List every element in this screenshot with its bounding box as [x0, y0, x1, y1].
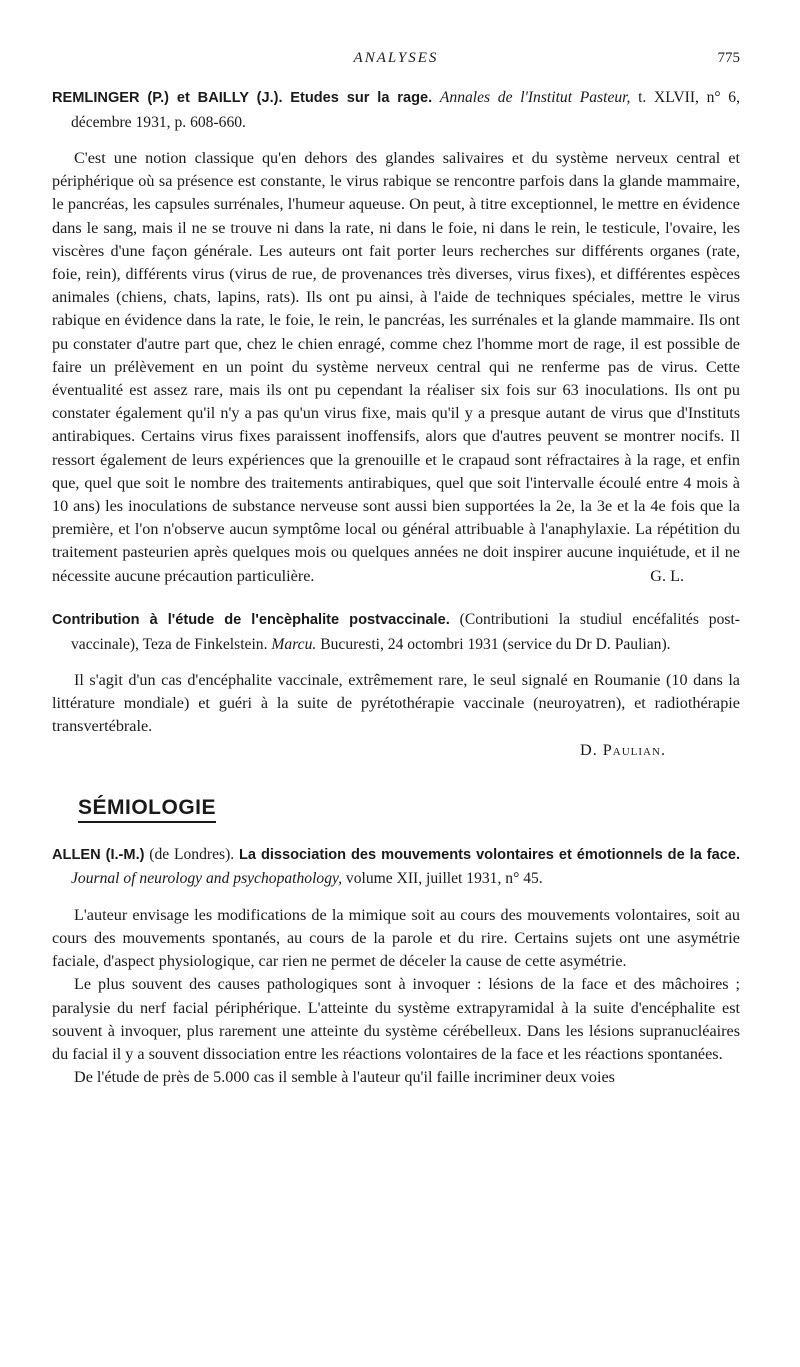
entry-abstract-encephalite: Il s'agit d'un cas d'encéphalite vaccinale, extrêmement rare, le seul signalé en Roumanie (10 dans la littérature mondiale) et guéri à la suite de pyrétothérapie vaccinale (neuroyatren), et radiothérapie transvertébrale.	[52, 671, 740, 736]
running-title: ANALYSES	[353, 50, 439, 66]
entry-abstract-remlinger: C'est une notion classique qu'en dehors des glandes salivaires et du système nerveux central et périphérique où sa présence est constante, le virus rabique se rencontre parfois dans la glande mammaire, le pancréas, les capsules surrénales, l'humeur aqueuse. On peut, à titre exceptionnel, le mettre en évidence dans le sang, mais il ne se trouve ni dans la rate, ni dans le foie, ni dans le rein, le testicule, l'ovaire, les viscères d'une façon générale. Les auteurs ont fait porter leurs recherches sur différents organes (rate, foie, rein), différents virus (virus de rue, de provenances très diverses, virus fixes), et différentes espèces animales (chiens, chats, lapins, rats). Ils ont pu ainsi, à l'aide de techniques spéciales, mettre le virus rabique en évidence dans la rate, le foie, le rein, le pancréas, les surrénales et la glande mammaire. Ils ont pu constater d'autre part que, chez le chien enragé, comme chez l'homme mort de rage, il est possible de faire un prélèvement en un point du système nerveux central qui ne renferme pas de virus. Cette éventualité est assez rare, mais ils ont pu cependant la réaliser six fois sur 63 inoculations. Ils ont pu constater également qu'il n'y a pas qu'un virus fixe, mais qu'il y a presque autant de virus que d'Instituts antirabiques. Certains virus fixes paraissent inoffensifs, alors que d'autres peuvent se montrer nocifs. Il ressort également de leurs expériences que la grenouille et le crapaud sont réfractaires à la rage, et enfin que, quel que soit le nombre des traitements antirabiques, quel que soit l'intervalle écoulé entre 4 mois à 10 ans) les inoculations de substance nerveuse sont aussi bien supportées la 2e, la 3e et la 4e fois que la première, et l'on n'observe aucun symptôme local ou général attribuable à l'anaphylaxie. La répétition du traitement pasteurien après quelques mois ou quelques années ne doit inspirer aucune inquiétude, et il ne nécessite aucune précaution particulière.	[52, 149, 740, 585]
entry-location: (de Londres).	[149, 845, 235, 863]
entry-heading-allen	[52, 843, 740, 891]
entry-reference-date: Bucuresti, 24 octombri 1931 (service du Dr D. Paulian).	[320, 635, 671, 653]
entry-journal: Marcu.	[271, 635, 317, 653]
section-heading: SÉMIOLOGIE	[78, 796, 216, 823]
entry-paragraph: Le plus souvent des causes pathologiques sont à invoquer : lésions de la face et des mâchoires ; paralysie du nerf facial périphérique. L'atteinte du système extrapyramidal à la suite d'encéphalite est souvent à invoquer, plus rarement une atteinte du système cérébelleux. Dans les lésions supranucléaires du facial il y a souvent dissociation entre les réactions volontaires de la face et les réactions spontanées.	[52, 975, 740, 1064]
entry-title: La dissociation des mouvements volontaires et émotionnels de la face.	[238, 846, 741, 863]
entry-heading-encephalite	[52, 608, 740, 656]
running-header	[52, 50, 740, 74]
signature-text: G. L.	[650, 566, 684, 585]
page-number: 775	[717, 50, 740, 66]
entry-journal: Annales de l'Institut Pasteur,	[439, 89, 631, 106]
signature-text: D. Paulian.	[580, 740, 666, 759]
entry-heading-remlinger	[52, 86, 740, 134]
entry-paragraph: L'auteur envisage les modifications de la mimique soit au cours des mouvements volontaires, soit au cours des mouvements spontanés, au cours de la parole et du rire. Certains sujets ont une asymétrie faciale, d'aspect physiologique, car rien ne permet de déceler la cause de cette asymétrie.	[52, 905, 740, 971]
entry-journal: Journal of neurology and psychopathology,	[71, 870, 342, 888]
entry-reference: (Contributioni la studiul encéfalités post-vaccinale), Teza de Finkelstein.	[71, 611, 740, 653]
entry-reference: volume XII, juillet 1931, n° 45.	[345, 870, 543, 888]
page-body	[52, 86, 740, 1090]
entry-signature	[52, 739, 666, 762]
entry-authors: ALLEN (I.-M.)	[52, 846, 145, 863]
entry-title: Contribution à l'étude de l'encèphalite postvaccinale.	[52, 612, 450, 629]
entry-paragraph: De l'étude de près de 5.000 cas il semble à l'auteur qu'il faille incriminer deux voies	[74, 1068, 615, 1087]
entry-authors: REMLINGER (P.) et BAILLY (J.).	[52, 90, 283, 106]
entry-title: Etudes sur la rage.	[290, 90, 433, 106]
entry-reference: t. XLVII, n° 6, décembre 1931, p. 608-660.	[71, 89, 740, 131]
